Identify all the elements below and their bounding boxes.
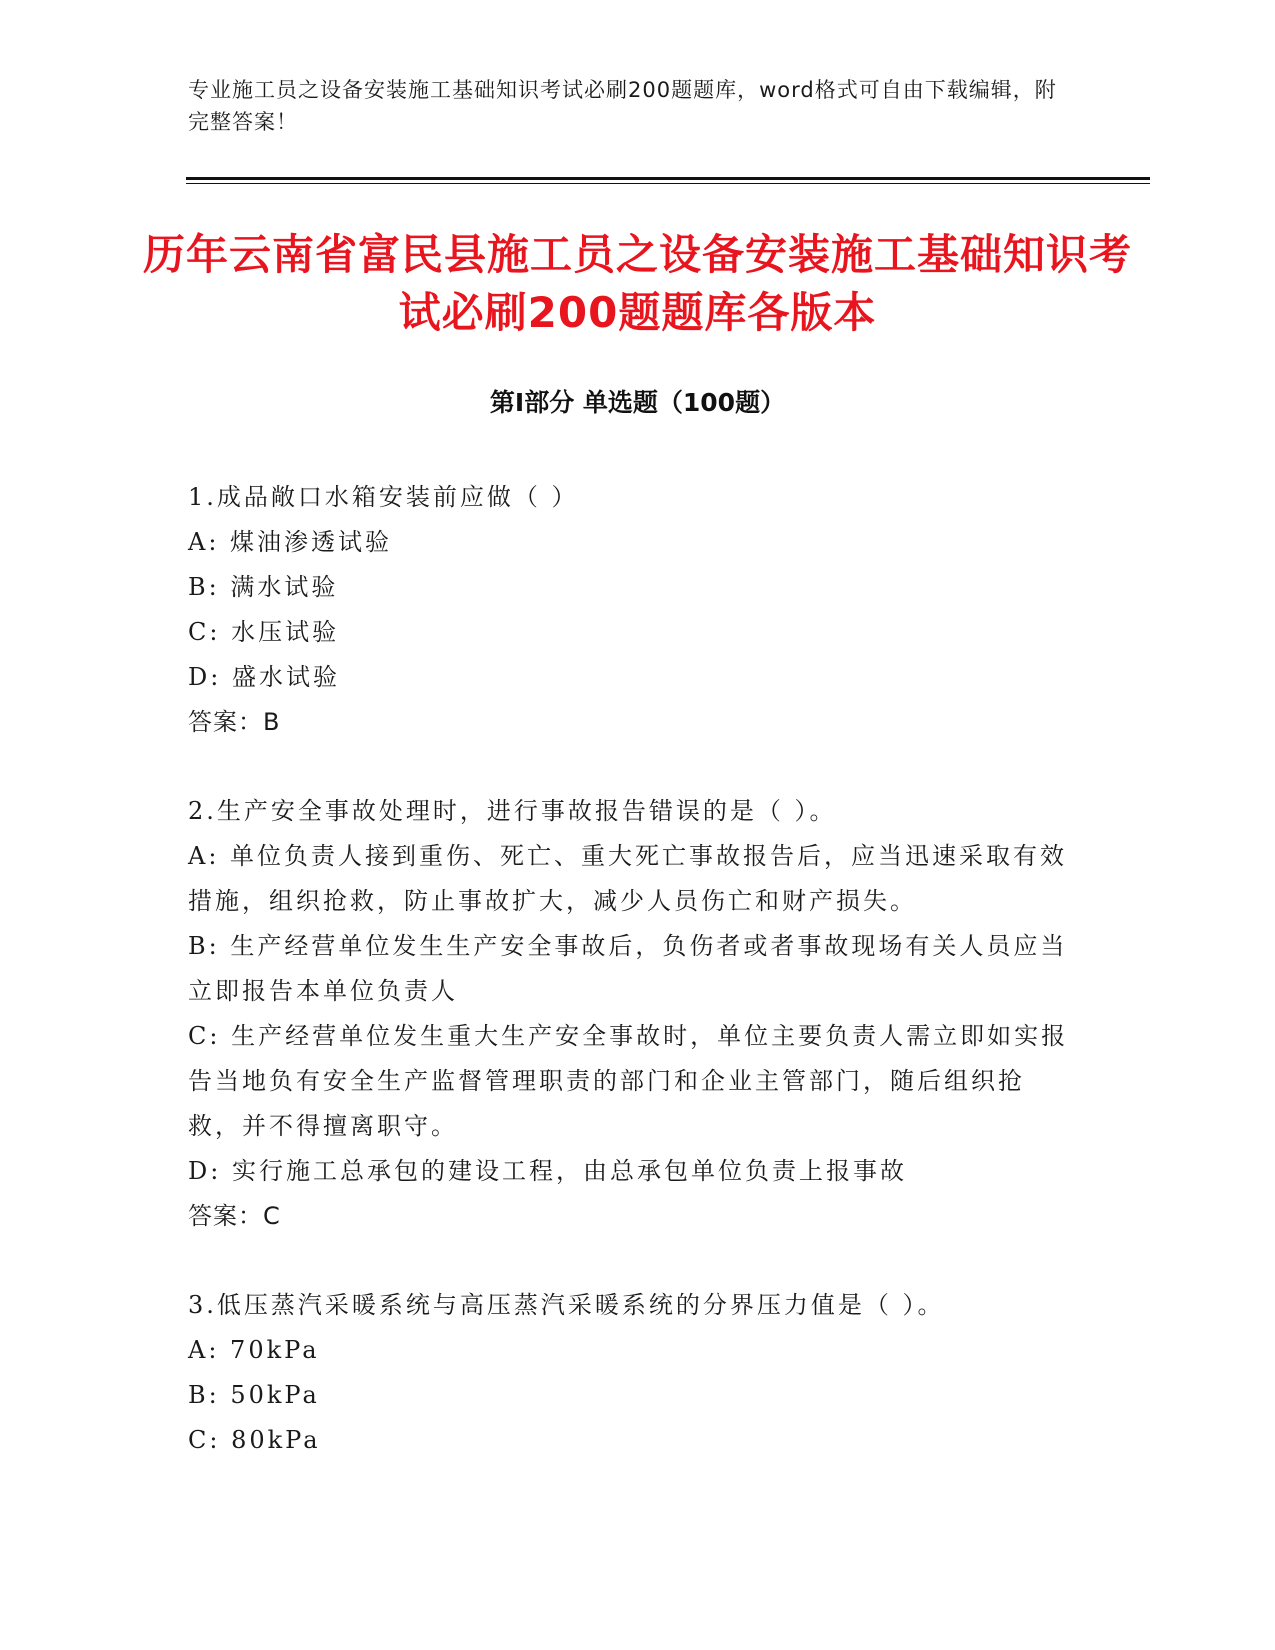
question-2 (188, 789, 1078, 1239)
option-d: D: 盛水试验 (188, 663, 340, 691)
option-a: A: 单位负责人接到重伤、死亡、重大死亡事故报告后，应当迅速采取有效措施，组织抢救，防止事故扩大，减少人员伤亡和财产损失。 (188, 842, 1068, 915)
option-b: B: 50kPa (188, 1381, 320, 1409)
option-b: B: 生产经营单位发生生产安全事故后，负伤者或者事故现场有关人员应当立即报告本单位负责人 (188, 932, 1068, 1005)
answer: 答案：B (188, 708, 281, 736)
option-d: D: 实行施工总承包的建设工程，由总承包单位负责上报事故 (188, 1157, 907, 1185)
option-a: A: 煤油渗透试验 (188, 528, 393, 556)
option-a: A: 70kPa (188, 1336, 320, 1364)
document-title: 历年云南省富民县施工员之设备安装施工基础知识考试必刷200题题库各版本 (142, 230, 1132, 337)
header-divider-thin (186, 183, 1150, 184)
question-list (188, 475, 1078, 1507)
header-note: 专业施工员之设备安装施工基础知识考试必刷200题题库，word格式可自由下载编辑，附完整答案！ (188, 78, 1057, 134)
option-c: C: 生产经营单位发生重大生产安全事故时，单位主要负责人需立即如实报告当地负有安全生产监督管理职责的部门和企业主管部门，随后组织抢救，并不得擅离职守。 (188, 1022, 1069, 1140)
option-b: B: 满水试验 (188, 573, 339, 601)
answer: 答案：C (188, 1202, 281, 1230)
header-divider-thick (186, 177, 1150, 180)
option-c: C: 80kPa (188, 1426, 321, 1454)
question-stem: 3.低压蒸汽采暖系统与高压蒸汽采暖系统的分界压力值是（ ）。 (188, 1291, 945, 1319)
option-c: C: 水压试验 (188, 618, 340, 646)
section-title: 第Ⅰ部分 单选题（100题） (489, 388, 786, 417)
question-3 (188, 1283, 1078, 1463)
question-1 (188, 475, 1078, 745)
question-stem: 1.成品敞口水箱安装前应做（ ） (188, 483, 579, 511)
question-stem: 2.生产安全事故处理时，进行事故报告错误的是（ ）。 (188, 797, 837, 825)
